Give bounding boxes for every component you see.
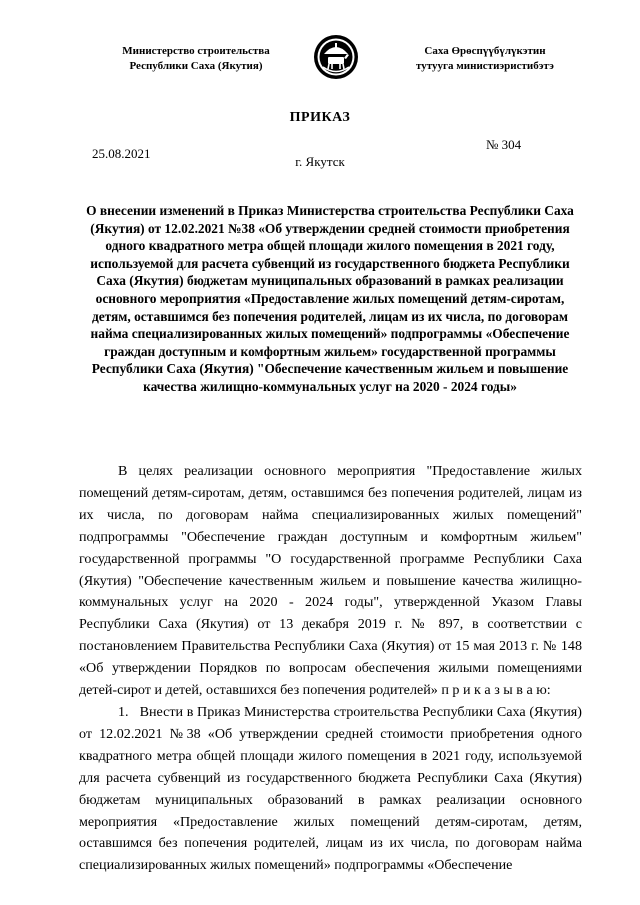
ministry-name-sah-line1: Саха Өрөспүүбүлүкэтин [424, 45, 546, 57]
document-city: г. Якутск [295, 154, 345, 169]
document-subject: О внесении изменений в Приказ Министерства строительства Республики Саха (Якутия) от 12.02.2021 №38 «Об утверждении средней стоимости приобретения одного квадратного метра общей площади жилого помещения в 2021 году, используемой для расчета субвенций из государственного бюджета Республики Саха (Якутия) бюджетам муниципальных образований в рамках реализации основного мероприятия «Предоставление жилых помещений детям-сиротам, детям, оставшимся без попечения родителей, лицам из их числа, по договорам найма специализированных жилых помещений» подпрограммы «Обеспечение граждан доступным и комфортным жильем» государственной программы Республики Саха (Якутия) "Обеспечение качественным жильем и повышение качества жилищно-коммунальных услуг на 2020 - 2024 годы» [86, 203, 574, 394]
body-paragraph-2: 1. Внести в Приказ Министерства строительства Республики Саха (Якутия) от 12.02.2021 №38 «Об утверждении средней стоимости приобретения одного квадратного метра общей площади жилого помещения в 2021 году, используемой для расчета субвенций из государственного бюджета Республики Саха (Якутия) бюджетам муниципальных образований в рамках реализации основного мероприятия «Предоставление жилых помещений детям-сиротам, детям, оставшимся без попечения родителей, лицам из их числа, по договорам найма специализированных жилых помещений» подпрограммы «Обеспечение [79, 703, 582, 874]
ministry-name-sah [400, 44, 570, 74]
ministry-name-ru-line2: Республики Саха (Якутия) [129, 60, 263, 72]
document-body [79, 461, 582, 877]
ministry-name-ru-line1: Министерство строительства [122, 45, 270, 57]
document-title: ПРИКАЗ [289, 110, 351, 125]
ministry-name-sah-line2: тутууга министиэристибэтэ [416, 60, 554, 72]
ministry-name-ru [96, 44, 296, 74]
document-number: № 304 [486, 137, 522, 152]
document-date: 25.08.2021 [92, 146, 151, 161]
coat-of-arms-icon [313, 34, 359, 80]
body-paragraph-1: В целях реализации основного мероприятия "Предоставление жилых помещений детям-сиротам, детям, оставшимся без попечения родителей, лицам из их числа, по договорам найма специализированных жилых помещений" подпрограммы "Обеспечение граждан доступным и комфортным жильем" государственной программы "О государственной программе Республики Саха (Якутия) "Обеспечение качественным жильем и повышение качества жилищно-коммунальных услуг на 2020 - 2024 годы", утвержденной Указом Главы Республики Саха (Якутия) от 13 декабря 2019 г. № 897, в соответствии с постановлением Правительства Республики Саха (Якутия) от 15 мая 2013 г. № 148 «Об утверждении Порядков по вопросам обеспечения жилыми помещениями детей-сирот и детей, оставшихся без попечения родителей» п р и к а з ы в а ю: [79, 463, 582, 699]
